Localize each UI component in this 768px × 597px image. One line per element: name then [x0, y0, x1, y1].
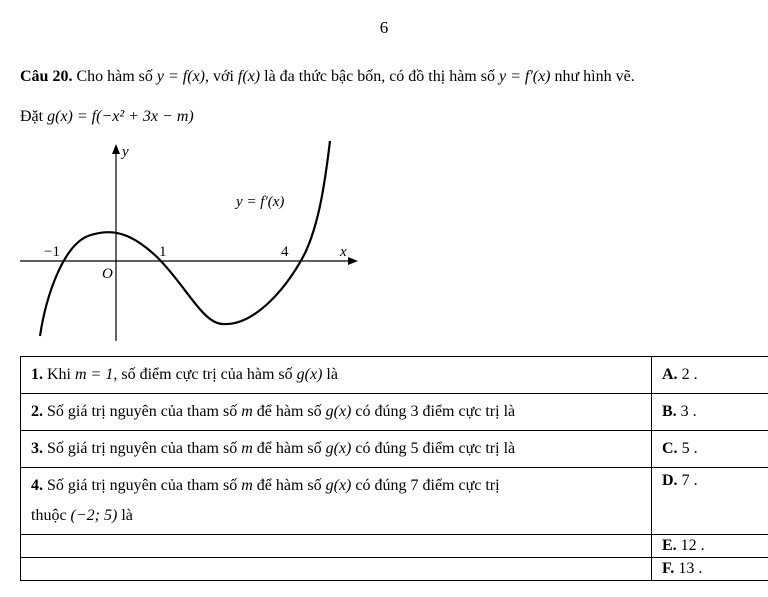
statement-3: 3. Số giá trị nguyên của tham số m để hàm số g(x) có đúng 5 điểm cực trị là — [21, 431, 652, 468]
statement-1: 1. Khi m = 1, số điểm cực trị của hàm số g(x) là — [21, 357, 652, 394]
statement-4: 4. Số giá trị nguyên của tham số m để hàm số g(x) có đúng 7 điểm cực trị thuộc (−2; 5) là — [21, 468, 652, 535]
definition-expression: g(x) = f(−x² + 3x − m) — [47, 108, 194, 125]
answer-a[interactable]: A. 2 . — [652, 357, 768, 394]
function-fx: f(x) — [237, 68, 261, 85]
empty-cell — [21, 558, 652, 581]
table-row — [21, 357, 768, 394]
page-number: 6 — [379, 18, 389, 37]
tick-label-four: 4 — [281, 244, 289, 260]
answer-d[interactable]: D. 7 . — [652, 468, 768, 535]
answer-e[interactable]: E. 12 . — [652, 535, 768, 558]
empty-cell — [21, 535, 652, 558]
table-row — [21, 535, 768, 558]
question-text-c: là đa thức bậc bốn, có đồ thị hàm số — [264, 68, 495, 85]
x-axis-label: x — [340, 244, 347, 260]
question-text-d: như hình vẽ. — [554, 68, 635, 85]
answer-c[interactable]: C. 5 . — [652, 431, 768, 468]
question-text-a: Cho hàm số — [76, 68, 153, 85]
question-label: Câu 20. — [20, 68, 73, 85]
derivative-graph — [18, 136, 368, 346]
question-text-b: , với — [205, 68, 234, 85]
tick-label-minus-one: −1 — [44, 244, 60, 260]
y-axis-label: y — [122, 144, 129, 160]
definition-line — [20, 108, 194, 126]
question-line — [20, 68, 635, 86]
options-table — [20, 356, 768, 581]
function-y: y = f(x) — [156, 68, 206, 85]
answer-f[interactable]: F. 13 . — [652, 558, 768, 581]
table-row — [21, 468, 768, 535]
table-row — [21, 431, 768, 468]
function-derivative: y = f'(x) — [498, 68, 551, 85]
derivative-curve — [40, 141, 330, 336]
statement-2: 2. Số giá trị nguyên của tham số m để hàm số g(x) có đúng 3 điểm cực trị là — [21, 394, 652, 431]
answer-b[interactable]: B. 3 . — [652, 394, 768, 431]
definition-prefix: Đặt — [20, 108, 44, 125]
origin-label: O — [102, 266, 113, 282]
curve-label: y = f′(x) — [236, 194, 285, 210]
tick-label-one: 1 — [159, 244, 167, 260]
table-row — [21, 394, 768, 431]
y-axis-arrow — [112, 144, 120, 154]
table-row — [21, 558, 768, 581]
x-axis-arrow — [348, 257, 358, 265]
